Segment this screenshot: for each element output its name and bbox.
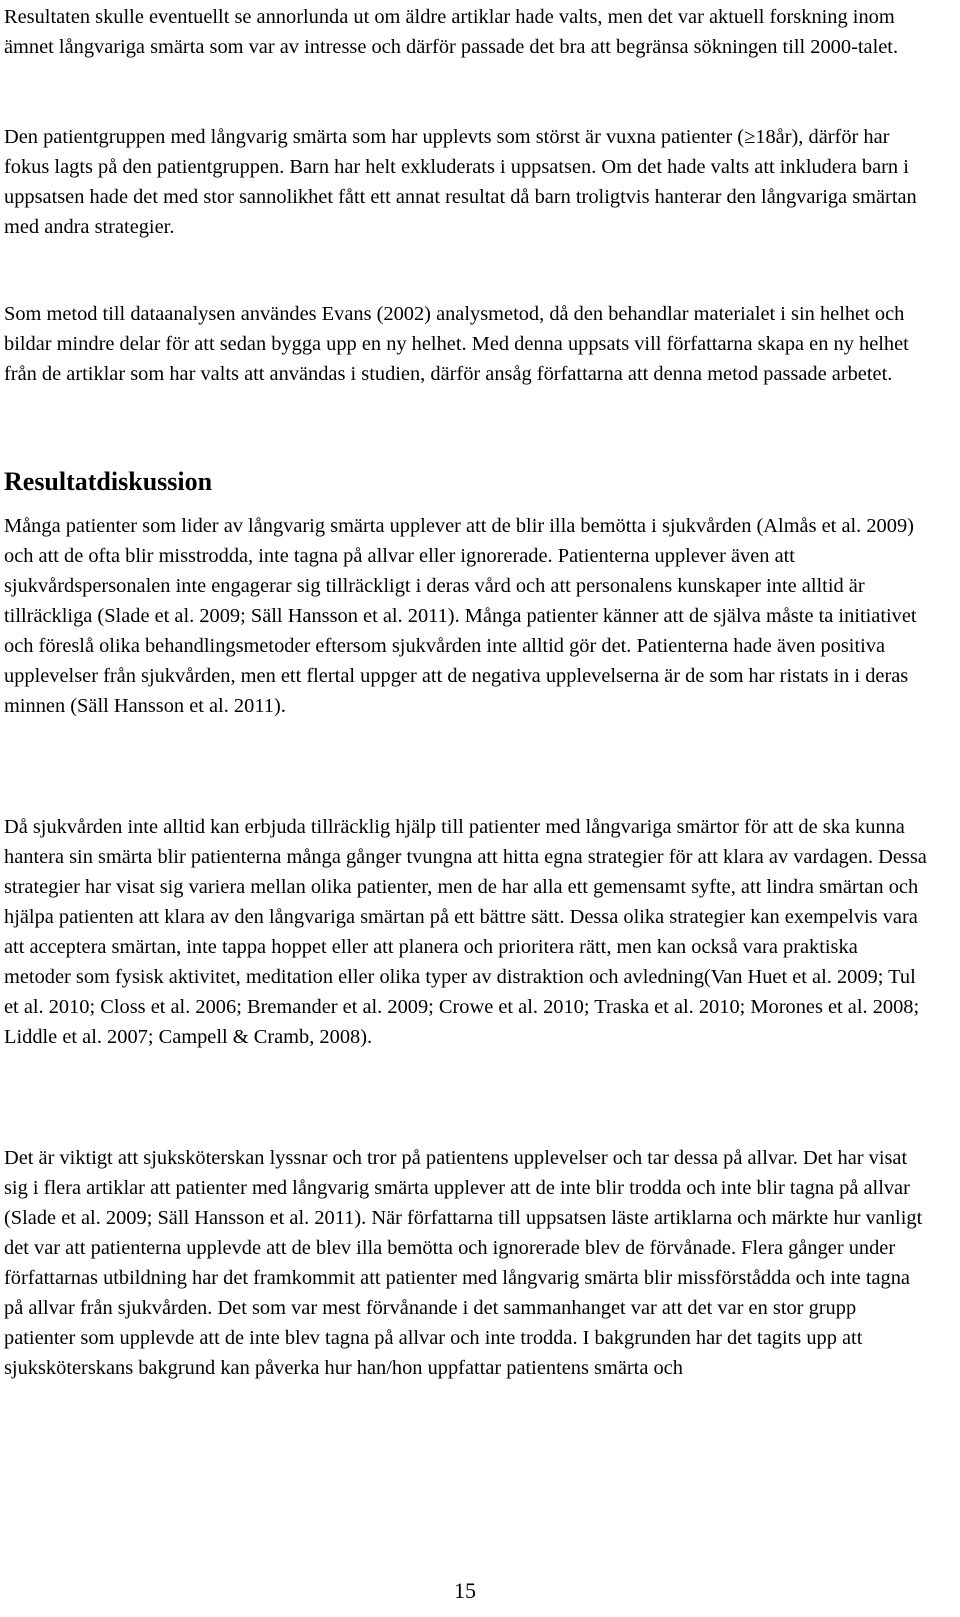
- paragraph-intro-3: Som metod till dataanalysen användes Evans (2002) analysmetod, då den behandlar materialet i sin helhet och bildar mindre delar för att sedan bygga upp en ny helhet. Med denna uppsats vill författarna skapa en ny helhet från de artiklar som har valts att användas i studien, därför ansåg författarna att denna metod passade arbetet.: [4, 303, 909, 385]
- page-number: 15: [454, 1578, 476, 1603]
- paragraph-intro-1: Resultaten skulle eventuellt se annorlunda ut om äldre artiklar hade valts, men det var aktuell forskning inom ämnet långvariga smärta som var av intresse och därför passade det bra att begränsa sökningen till 2000-talet.: [4, 6, 899, 58]
- paragraph-discussion-3: Det är viktigt att sjuksköterskan lyssnar och tror på patientens upplevelser och tar dessa på allvar. Det har visat sig i flera artiklar att patienter med långvarig smärta upplever att de inte blir trodda och inte blir tagna på allvar (Slade et al. 2009; Säll Hansson et al. 2011). När författarna till uppsatsen läste artiklarna och märkte hur vanligt det var att patienterna upplevde att de blev illa bemötta och ignorerade blev de förvånade. Flera gånger under författarnas utbildning har det framkommit att patienter med långvarig smärta blir missförstådda och inte tagna på allvar från sjukvården. Det som var mest förvånande i det sammanhanget var att det var en stor grupp patienter som upplevde att de inte blev tagna på allvar och inte trodda. I bakgrunden har det tagits upp att sjuksköterskans bakgrund kan påverka hur han/hon uppfattar patientens smärta och: [4, 1147, 923, 1379]
- paragraph-discussion-1: Många patienter som lider av långvarig smärta upplever att de blir illa bemötta i sjukvården (Almås et al. 2009) och att de ofta blir misstrodda, inte tagna på allvar eller ignorerade. Patienterna upplever även att sjukvårdspersonalen inte engagerar sig tillräckligt i deras vård och att personalens kunskaper inte alltid är tillräckliga (Slade et al. 2009; Säll Hansson et al. 2011). Många patienter känner att de själva måste ta initiativet och föreslå olika behandlingsmetoder eftersom sjukvården inte alltid gör det. Patienterna hade även positiva upplevelser från sjukvården, men ett flertal uppger att de negativa upplevelserna är de som har ristats in i deras minnen (Säll Hansson et al. 2011).: [4, 515, 917, 717]
- section-heading: Resultatdiskussion: [4, 467, 213, 496]
- paragraph-intro-2: Den patientgruppen med långvarig smärta som har upplevts som störst är vuxna patienter (≥18år), därför har fokus lagts på den patientgruppen. Barn har helt exkluderats i uppsatsen. Om det hade valts att inkludera barn i uppsatsen hade det med stor sannolikhet fått ett annat resultat då barn troligtvis hanterar den långvariga smärtan med andra strategier.: [4, 126, 917, 238]
- paragraph-discussion-2: Då sjukvården inte alltid kan erbjuda tillräcklig hjälp till patienter med långvariga smärtor för att de ska kunna hantera sin smärta blir patienterna många gånger tvungna att hitta egna strategier för att klara av vardagen. Dessa strategier har visat sig variera mellan olika patienter, men de har alla ett gemensamt syfte, att lindra smärtan och hjälpa patienten att klara av den långvariga smärtan på ett bättre sätt. Dessa olika strategier kan exempelvis vara att acceptera smärtan, inte tappa hoppet eller att planera och prioritera rätt, men kan också vara praktiska metoder som fysisk aktivitet, meditation eller olika typer av distraktion och avledning(Van Huet et al. 2009; Tul et al. 2010; Closs et al. 2006; Bremander et al. 2009; Crowe et al. 2010; Traska et al. 2010; Morones et al. 2008; Liddle et al. 2007; Campell & Cramb, 2008).: [4, 816, 927, 1048]
